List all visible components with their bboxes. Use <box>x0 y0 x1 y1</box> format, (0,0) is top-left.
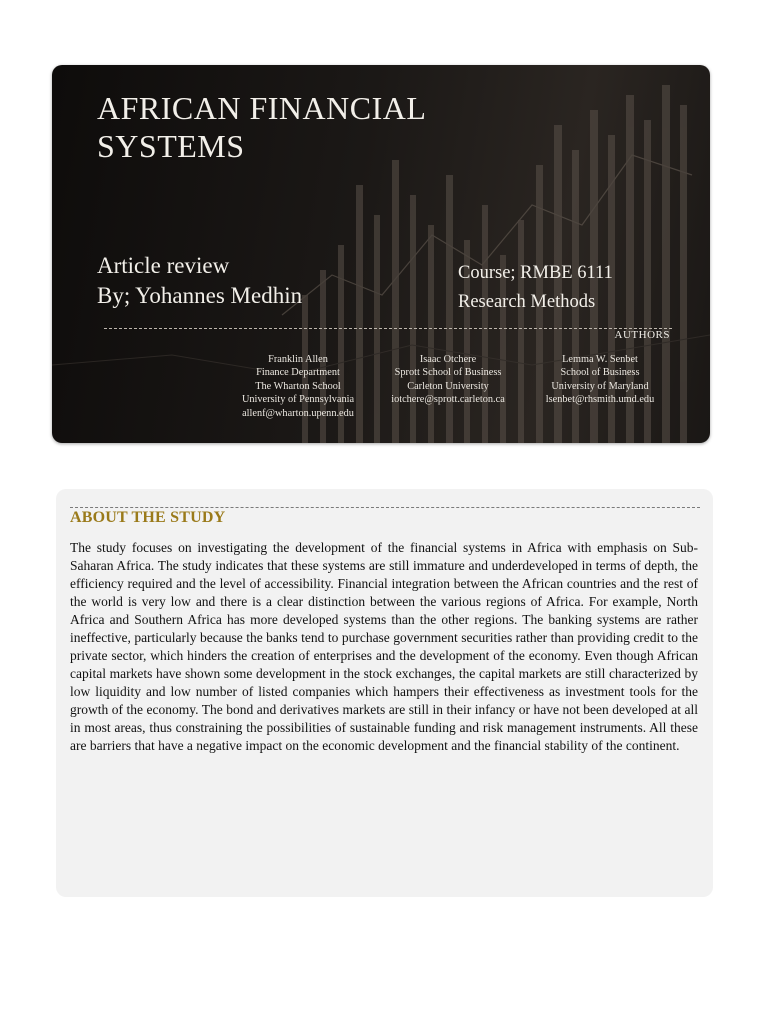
section-divider <box>70 507 700 508</box>
review-author: By; Yohannes Medhin <box>97 283 303 308</box>
author-email: allenf@wharton.upenn.edu <box>242 407 354 419</box>
author-name: Isaac Otchere <box>419 354 477 365</box>
author-affiliation: University of Pennsylvania <box>241 394 355 406</box>
review-label: Article review <box>97 253 230 278</box>
header-divider <box>104 328 672 329</box>
cover-banner <box>52 65 710 443</box>
author-card-allen <box>218 353 378 420</box>
course-name: Research Methods <box>458 292 596 312</box>
author-affiliation: School of Business <box>560 367 640 379</box>
authors-label: AUTHORS <box>614 329 670 341</box>
author-name: Lemma W. Senbet <box>562 354 638 365</box>
study-summary-text: The study focuses on investigating the development of the financial systems in Africa with emphasis on Sub-Saharan Africa. The study indicates that these systems are still immature and underdeveloped in terms of depth, the efficiency required and the level of accessibility. Financial integration between the African countries and the rest of the world is very low and there is a clear distinction between the various regions of Africa. For example, North Africa and Southern Africa has more developed systems than the other regions. The banking systems are rather ineffective, particularly because the banks tend to purchase government securities rather than providing credit to the private sector, which hinders the creation of enterprises and the development of the economy. Even though African capital markets have shown some development in the stock exchanges, the capital markets are still characterized by low liquidity and low number of listed companies which hampers their effectiveness as investment tools for the growth of the economy. The bond and derivatives markets are still in their infancy or have not been developed at all in most areas, thus constraining the possibilities of sustainable funding and risk management instruments. All these are barriers that have a negative impact on the economic development and the financial stability of the continent. <box>70 540 698 753</box>
author-email: iotchere@sprott.carleton.ca <box>391 394 505 406</box>
page-title <box>97 89 517 165</box>
review-info <box>97 251 302 311</box>
about-study-section <box>56 489 713 897</box>
title-line-2: SYSTEMS <box>97 128 245 164</box>
course-info <box>458 259 613 317</box>
author-affiliation: Sprott School of Business <box>394 367 502 379</box>
author-affiliation: University of Maryland <box>551 380 649 392</box>
course-code: Course; RMBE 6111 <box>458 263 613 283</box>
section-heading: ABOUT THE STUDY <box>70 509 226 526</box>
author-affiliation: Finance Department <box>256 367 340 379</box>
title-line-1: AFRICAN FINANCIAL <box>97 90 427 126</box>
author-affiliation: The Wharton School <box>255 380 341 392</box>
author-affiliation: Carleton University <box>407 380 489 392</box>
author-card-senbet <box>520 353 680 407</box>
author-email: lsenbet@rhsmith.umd.edu <box>545 394 655 406</box>
author-card-otchere <box>368 353 528 407</box>
author-name: Franklin Allen <box>268 354 328 365</box>
